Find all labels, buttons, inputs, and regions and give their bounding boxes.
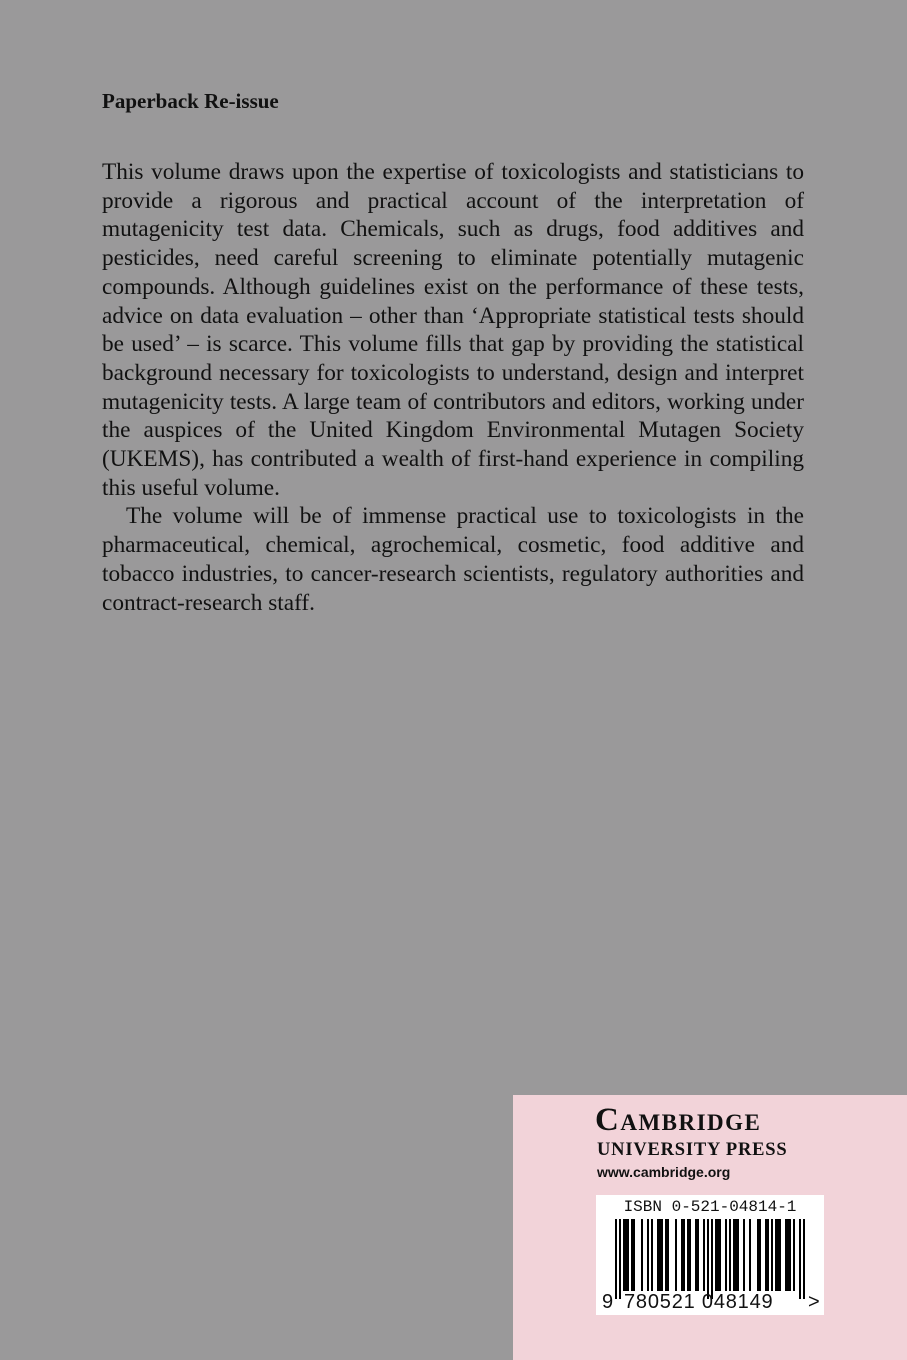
barcode-bar [779, 1219, 781, 1291]
back-cover-text [102, 86, 804, 617]
barcode-bar [651, 1219, 653, 1291]
publisher-panel [513, 1095, 907, 1360]
barcode-bar [767, 1219, 769, 1291]
barcode-bar [785, 1219, 787, 1291]
barcode-bar [737, 1219, 739, 1291]
barcode-bar [703, 1219, 705, 1291]
barcode-bar [771, 1219, 773, 1291]
barcode-bar [697, 1219, 699, 1291]
barcode-bar [615, 1219, 617, 1299]
barcode-bar [633, 1219, 635, 1291]
barcode-bar [777, 1219, 779, 1291]
barcode-bar [687, 1219, 689, 1291]
barcode-bar [667, 1219, 669, 1291]
barcode-bar [665, 1219, 667, 1291]
barcode-bar [733, 1219, 735, 1291]
barcode-bar [659, 1219, 661, 1291]
barcode-bar [787, 1219, 789, 1291]
barcode-bar [757, 1219, 759, 1291]
barcode-bar [799, 1219, 801, 1299]
barcode-bar [623, 1219, 625, 1291]
publisher-subname: UNIVERSITY PRESS [597, 1140, 788, 1160]
isbn-label: ISBN 0-521-04814-1 [623, 1198, 797, 1216]
reissue-heading: Paperback Re-issue [102, 89, 279, 113]
barcode-bar [625, 1219, 627, 1291]
barcode-bar [675, 1219, 677, 1291]
barcode-bar [793, 1219, 795, 1291]
barcode-bar [803, 1219, 805, 1299]
barcode-bar [695, 1219, 697, 1291]
barcode-bar [775, 1219, 777, 1291]
barcode-bar [619, 1219, 621, 1299]
barcode-bar [719, 1219, 721, 1291]
barcode-bar [765, 1219, 767, 1291]
barcode-bar [689, 1219, 691, 1291]
publisher-name: Cambridge [595, 1102, 762, 1138]
barcode-bar [715, 1219, 717, 1291]
barcode-bar [683, 1219, 685, 1291]
barcode-bar [647, 1219, 649, 1291]
barcode-bar [735, 1219, 737, 1291]
description-paragraph-1: This volume draws upon the expertise of toxicologists and statisticians to provide a rigorous and practical account of the interpretation of mutagenicity test data. Chemicals, such as drugs, food additives and pesticides, need careful screening to eliminate potentially mutagenic compounds. Although guidelines exist on the performance of these tests, advice on data evaluation – other than ‘Appropriate statistical tests should be used’ – is scarce. This volume fills that gap by providing the statistical background necessary for toxicologists to understand, design and interpret mutagenicity tests. A large team of contributors and editors, working under the auspices of the United Kingdom Environmental Mutagen Society (UKEMS), has contributed a wealth of first-hand experience in compiling this useful volume. [102, 159, 804, 501]
barcode-bar [789, 1219, 791, 1291]
barcode-bar [717, 1219, 719, 1291]
barcode-bar [631, 1219, 633, 1291]
barcode-bar [627, 1219, 629, 1291]
barcode-bar [661, 1219, 663, 1291]
barcode-bar [711, 1219, 713, 1299]
barcode-bar [725, 1219, 727, 1291]
barcode-bar [759, 1219, 761, 1291]
barcode-main-digits: 780521 048149 [624, 1291, 774, 1313]
barcode-bar [657, 1219, 659, 1291]
barcode-bar [641, 1219, 643, 1291]
publisher-url: www.cambridge.org [597, 1164, 731, 1180]
isbn-barcode [596, 1195, 824, 1315]
barcode-bar [729, 1219, 731, 1291]
barcode-arrow: > [808, 1291, 820, 1313]
barcode-bar [749, 1219, 751, 1291]
barcode-bar [681, 1219, 683, 1291]
barcode-bar [743, 1219, 745, 1291]
barcode-bar [707, 1219, 709, 1299]
barcode-lead-digit: 9 [602, 1291, 614, 1313]
description-paragraph-2: The volume will be of immense practical use to toxicologists in the pharmaceutical, chemical, agrochemical, cosmetic, food additive and tobacco industries, to cancer-research scientists, regulatory authorities and contract-research staff. [102, 503, 804, 616]
